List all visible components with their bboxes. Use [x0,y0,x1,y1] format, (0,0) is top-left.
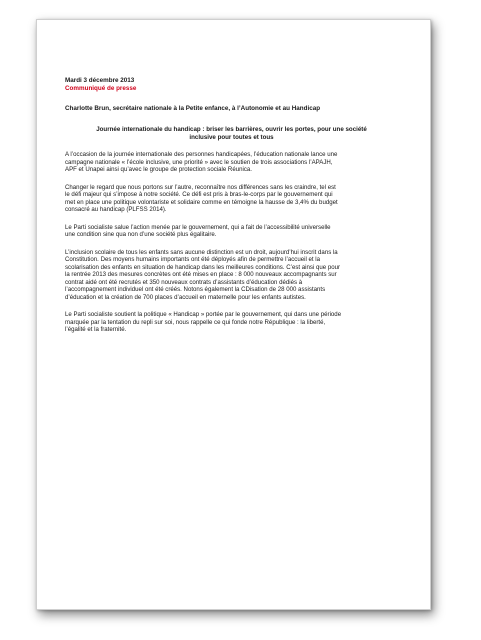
paragraph-line: l’égalité et la fraternité. [65,326,127,334]
headline-line: inclusive pour toutes et tous [189,133,274,141]
paragraph-line: campagne nationale « l’école inclusive, une priorité » avec le soutien de trois associations l’APAJH, [65,158,333,166]
paragraph-line: la rentrée 2013 des mesures concrètes ont été mises en place : 8 000 nouveaux accompagnants sur [65,271,337,279]
paragraph-line: Changer le regard que nous portons sur l’autre, reconnaître nos différences sans les craindre, tel est [65,183,336,191]
headline-line: Journée internationale du handicap : briser les barrières, ouvrir les portes, pour une société [96,126,367,134]
paragraph-line: L’inclusion scolaire de tous les enfants sans aucune distinction est un droit, aujourd’hui inscrit dans la [65,248,338,256]
paragraph-line: l’accompagnement individuel ont été créés. Notons également la CDisation de 28 000 assistants [65,286,326,294]
paragraph-line: A l’occasion de la journée internationale des personnes handicapées, l’éducation nationale lance une [65,151,338,159]
paragraph-line: contrat aidé ont été recrutés et 350 nouveaux contrats d’assistants d’éducation dédiés à [65,278,303,286]
paragraph-line: consacré au handicap (PLFSS 2014). [65,206,167,214]
paragraph-line: scolarisation des enfants en situation de handicap dans les meilleures conditions. C’est ainsi que pour [65,263,341,271]
page-content [65,77,398,334]
paragraph-line: d’éducation et la création de 700 places d’accueil en maternelle pour les enfants autistes. [65,293,306,301]
press-release-author: Charlotte Brun, secrétaire nationale à la Petite enfance, à l’Autonomie et au Handicap [65,104,321,112]
paragraph-5 [65,311,398,334]
paragraph-line: Constitution. Des moyens humains importants ont été déployés afin de permettre l’accueil et la [65,256,321,264]
paragraph-line: marquée par la tentation du repli sur soi, nous rappelle ce qui fonde notre République : la liberté, [65,318,326,326]
paragraph-line: APF et Unapei ainsi qu’avec le groupe de protection sociale Réunica. [65,166,252,174]
document-page [36,19,431,610]
press-release-date: Mardi 3 décembre 2013 [65,77,135,84]
paragraph-line: une condition sine qua non d’une société plus égalitaire. [65,231,217,239]
paragraph-4 [65,249,398,302]
paragraph-line: le défi majeur qui s’impose à notre société. Ce défi est pris à bras-le-corps par le gouvernement qui [65,191,333,199]
paragraph-2 [65,184,398,214]
paragraph-line: Le Parti socialiste salue l’action menée par le gouvernement, qui a fait de l’accessibilité universelle [65,223,331,231]
paragraph-3 [65,224,398,239]
paragraph-1 [65,151,398,174]
press-release-headline [77,126,386,141]
paragraph-line: Le Parti socialiste soutient la politique « Handicap » portée par le gouvernement, qui dans une période [65,311,342,319]
press-release-label: Communiqué de presse [65,84,137,92]
paragraph-line: met en place une politique volontariste et solidaire comme en témoigne la hausse de 3,4% du budget [65,198,338,206]
